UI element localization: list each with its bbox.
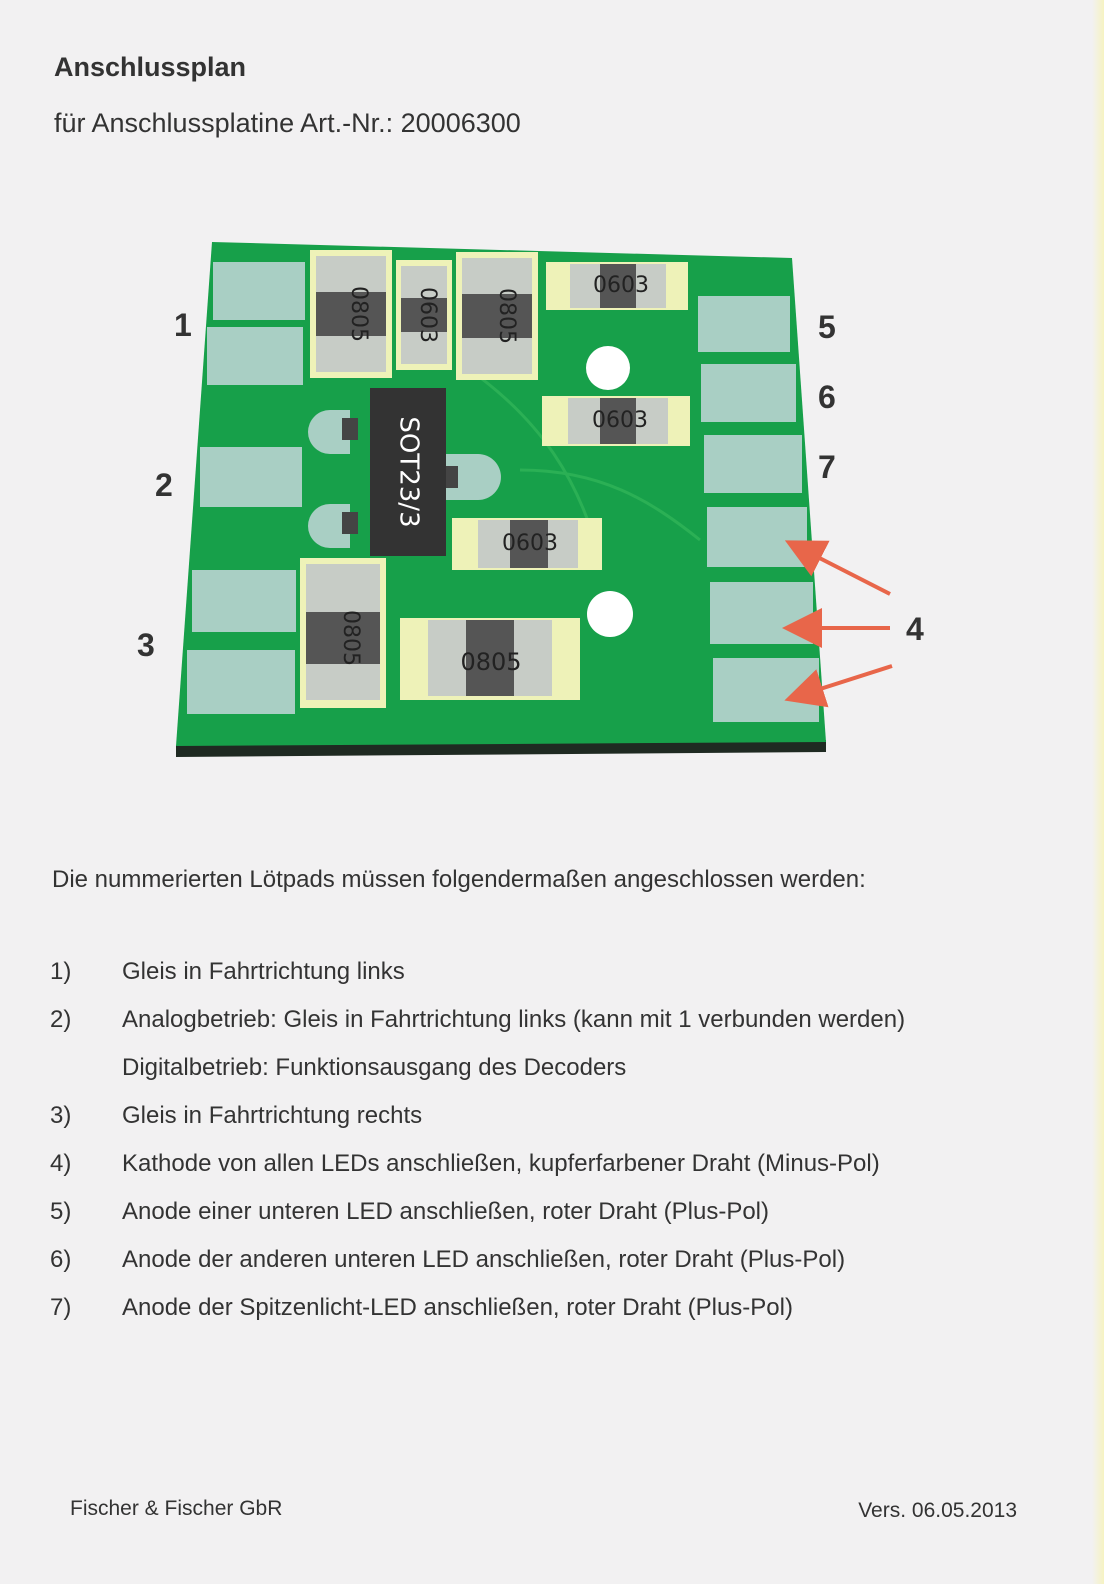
component-label: 0603	[593, 273, 649, 298]
component-label: 0805	[494, 288, 519, 344]
item-number: 4)	[50, 1150, 72, 1177]
pad-label-3: 3	[137, 627, 155, 663]
mounting-hole	[587, 591, 633, 637]
component-label: SOT23/3	[393, 416, 424, 528]
footer-version: Vers. 06.05.2013	[858, 1499, 1017, 1522]
pad	[200, 447, 302, 507]
list-item	[50, 958, 1070, 1006]
list-item	[50, 1246, 1070, 1294]
item-number: 5)	[50, 1198, 72, 1225]
item-text: Anode der anderen unteren LED anschließen, roter Draht (Plus-Pol)	[122, 1246, 846, 1273]
list-item-continuation	[50, 1054, 1070, 1102]
list-item	[50, 1102, 1070, 1150]
intro-text: Die nummerierten Lötpads müssen folgendermaßen angeschlossen werden:	[52, 866, 866, 893]
pad	[707, 507, 807, 567]
component-label: 0805	[338, 610, 363, 666]
pad	[701, 364, 796, 422]
component-label: 0603	[415, 287, 440, 343]
item-text: Gleis in Fahrtrichtung links	[122, 958, 405, 985]
component-0603-c	[542, 396, 690, 446]
item-number: 1)	[50, 958, 72, 985]
item-number: 2)	[50, 1006, 72, 1033]
pad-label-1: 1	[174, 307, 192, 343]
pad-label-2: 2	[155, 467, 173, 503]
item-number: 3)	[50, 1102, 72, 1129]
item-text: Gleis in Fahrtrichtung rechts	[122, 1102, 423, 1129]
pad	[192, 570, 296, 632]
page-subtitle: für Anschlussplatine Art.-Nr.: 20006300	[54, 108, 521, 138]
list-item	[50, 1006, 1070, 1054]
list-item	[50, 1294, 1070, 1342]
sot-lead	[342, 418, 358, 440]
component-label: 0603	[502, 531, 558, 556]
component-0603-b	[546, 262, 688, 310]
component-0805-a	[310, 250, 392, 378]
component-label: 0805	[460, 648, 522, 676]
item-number: 7)	[50, 1294, 72, 1321]
footer-company: Fischer & Fischer GbR	[70, 1497, 283, 1520]
page-title: Anschlussplan	[54, 52, 247, 82]
component-0805-c	[300, 558, 386, 708]
pad	[698, 296, 790, 352]
component-0805-d	[400, 618, 580, 700]
list-item	[50, 1150, 1070, 1198]
pad	[704, 435, 802, 493]
item-number: 6)	[50, 1246, 72, 1273]
pad-label-5: 5	[818, 309, 836, 345]
pad-label-6: 6	[818, 379, 836, 415]
pad-label-4: 4	[906, 611, 924, 647]
sot-lead	[342, 512, 358, 534]
component-label: 0603	[592, 408, 648, 433]
mounting-hole	[586, 346, 630, 390]
pad	[713, 658, 819, 722]
connection-list	[50, 958, 1070, 1342]
list-item	[50, 1198, 1070, 1246]
pad-label-7: 7	[818, 449, 836, 485]
component-label: 0805	[346, 286, 371, 342]
item-text: Anode einer unteren LED anschließen, roter Draht (Plus-Pol)	[122, 1198, 769, 1225]
pad	[213, 262, 305, 320]
component-0603-a	[396, 260, 452, 370]
item-text: Kathode von allen LEDs anschließen, kupferfarbener Draht (Minus-Pol)	[122, 1150, 880, 1177]
item-text: Analogbetrieb: Gleis in Fahrtrichtung links (kann mit 1 verbunden werden)	[122, 1006, 906, 1033]
pad	[187, 650, 295, 714]
pad	[207, 327, 303, 385]
pad	[710, 582, 813, 644]
item-text: Anode der Spitzenlicht-LED anschließen, roter Draht (Plus-Pol)	[122, 1294, 793, 1321]
item-text: Digitalbetrieb: Funktionsausgang des Decoders	[122, 1054, 627, 1081]
component-0805-b	[456, 252, 538, 380]
component-sot23	[370, 388, 446, 556]
component-0603-d	[452, 518, 602, 570]
